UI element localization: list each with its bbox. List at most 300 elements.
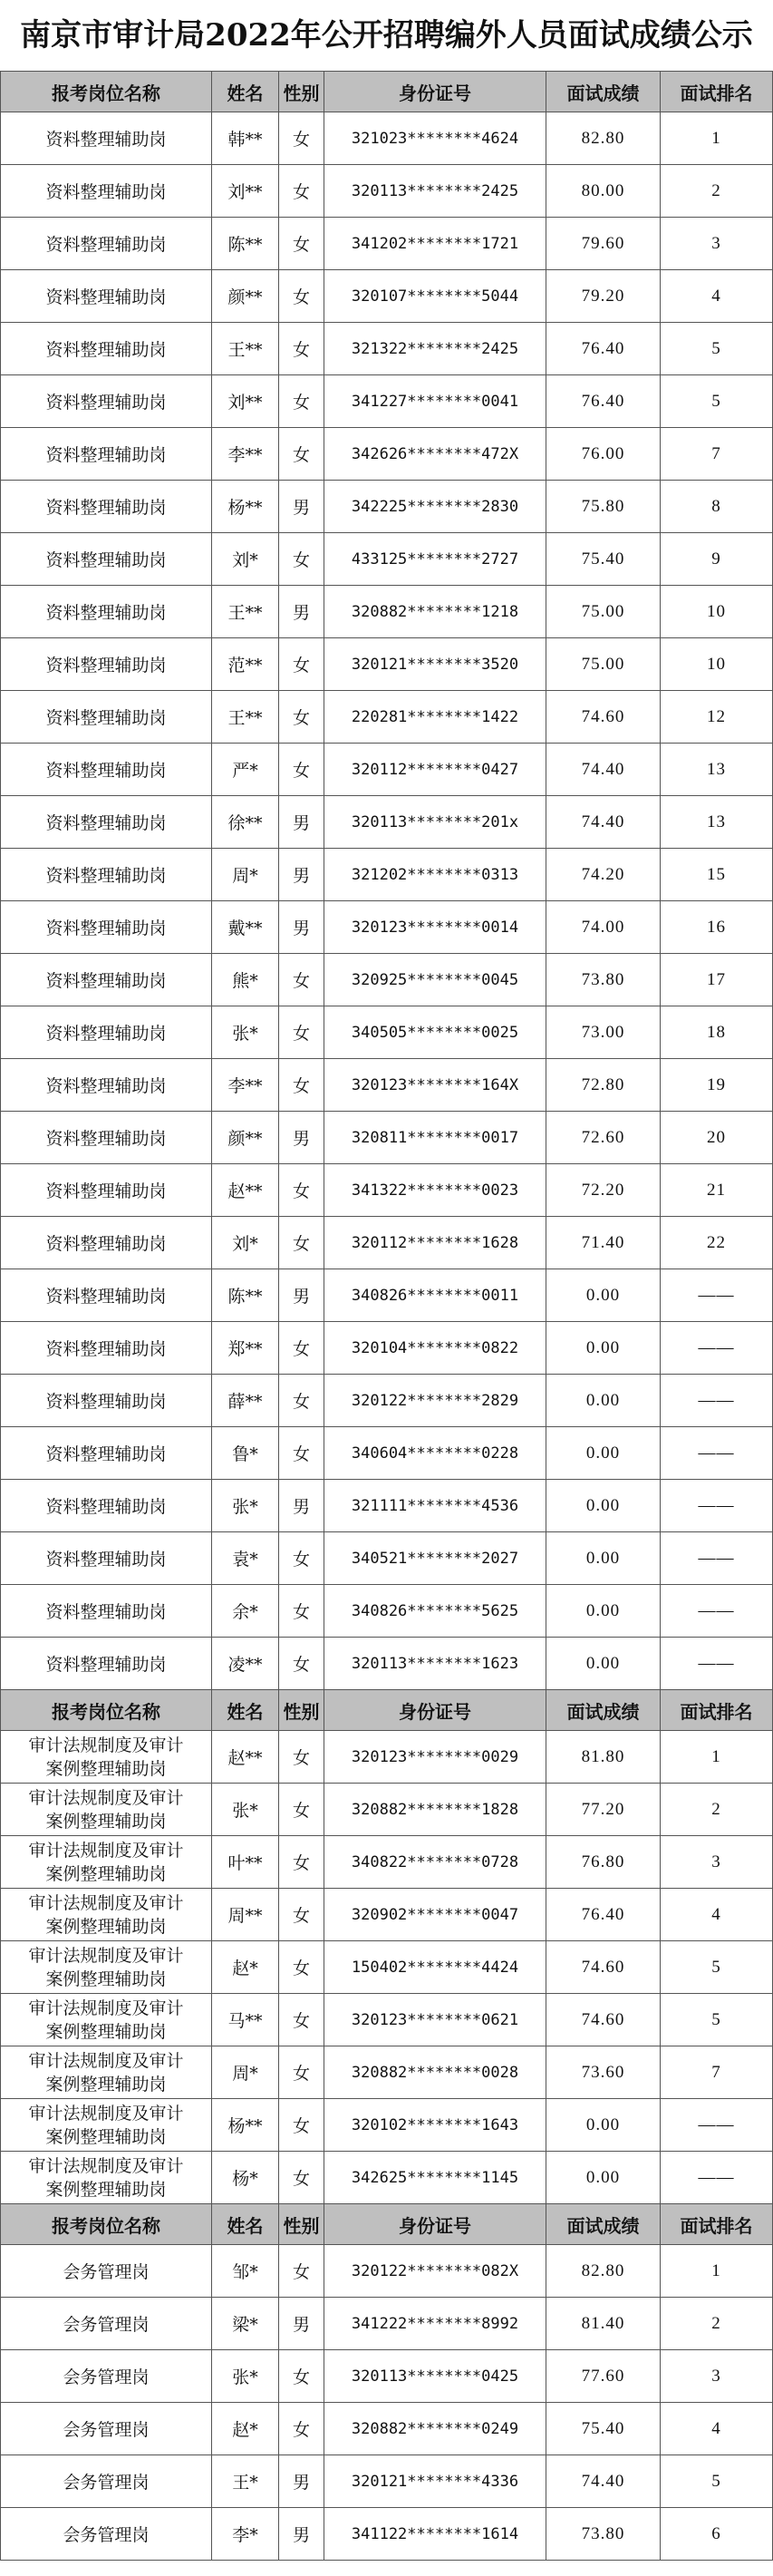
cell-id: 320882********1828	[324, 1784, 546, 1836]
cell-name: 马**	[212, 1994, 279, 2046]
cell-score: 74.60	[546, 1994, 661, 2046]
cell-id: 340505********0025	[324, 1006, 546, 1059]
table-row	[1, 1006, 773, 1059]
cell-score: 76.40	[546, 323, 661, 375]
cell-position: 资料整理辅助岗	[1, 1532, 212, 1585]
cell-score: 71.40	[546, 1217, 661, 1269]
cell-score: 80.00	[546, 165, 661, 218]
cell-score: 74.60	[546, 1941, 661, 1994]
cell-score: 0.00	[546, 1480, 661, 1532]
cell-id: 321322********2425	[324, 323, 546, 375]
cell-gender: 男	[279, 2508, 324, 2561]
cell-id: 220281********1422	[324, 691, 546, 744]
cell-id: 341122********1614	[324, 2508, 546, 2561]
table-row	[1, 165, 773, 218]
cell-score: 74.20	[546, 849, 661, 901]
cell-name: 周**	[212, 1889, 279, 1941]
cell-rank: 5	[661, 2455, 773, 2508]
cell-gender: 男	[279, 481, 324, 533]
cell-rank: 1	[661, 112, 773, 165]
cell-position: 资料整理辅助岗	[1, 1112, 212, 1164]
cell-score: 75.00	[546, 638, 661, 691]
cell-position: 资料整理辅助岗	[1, 638, 212, 691]
cell-name: 周*	[212, 849, 279, 901]
cell-score: 74.00	[546, 901, 661, 954]
table-row	[1, 533, 773, 586]
table-row	[1, 270, 773, 323]
cell-score: 76.00	[546, 428, 661, 481]
score-table	[0, 71, 773, 2561]
header-score: 面试成绩	[546, 2204, 661, 2245]
cell-gender: 女	[279, 112, 324, 165]
cell-score: 73.60	[546, 2046, 661, 2099]
table-row	[1, 2455, 773, 2508]
table-row	[1, 1164, 773, 1217]
table-row	[1, 1427, 773, 1480]
cell-gender: 女	[279, 1059, 324, 1112]
cell-name: 范**	[212, 638, 279, 691]
cell-name: 严*	[212, 744, 279, 796]
cell-name: 徐**	[212, 796, 279, 849]
cell-score: 73.00	[546, 1006, 661, 1059]
cell-name: 刘**	[212, 165, 279, 218]
cell-gender: 女	[279, 323, 324, 375]
table-row	[1, 323, 773, 375]
cell-gender: 女	[279, 1217, 324, 1269]
cell-id: 340826********5625	[324, 1585, 546, 1638]
cell-position: 会务管理岗	[1, 2245, 212, 2298]
table-row	[1, 1941, 773, 1994]
cell-id: 341322********0023	[324, 1164, 546, 1217]
table-row	[1, 112, 773, 165]
cell-score: 74.40	[546, 744, 661, 796]
header-name: 姓名	[212, 1690, 279, 1731]
table-row	[1, 1731, 773, 1784]
cell-rank: 3	[661, 218, 773, 270]
cell-name: 李**	[212, 1059, 279, 1112]
header-id: 身份证号	[324, 72, 546, 112]
cell-rank: ——	[661, 1322, 773, 1375]
cell-rank: 7	[661, 428, 773, 481]
cell-rank: 22	[661, 1217, 773, 1269]
table-row	[1, 2508, 773, 2561]
cell-id: 340521********2027	[324, 1532, 546, 1585]
cell-position: 资料整理辅助岗	[1, 270, 212, 323]
cell-name: 郑**	[212, 1322, 279, 1375]
cell-id: 342626********472X	[324, 428, 546, 481]
cell-score: 74.60	[546, 691, 661, 744]
cell-score: 0.00	[546, 2099, 661, 2152]
cell-name: 张*	[212, 2350, 279, 2403]
table-row	[1, 428, 773, 481]
cell-id: 320113********0425	[324, 2350, 546, 2403]
cell-position: 会务管理岗	[1, 2403, 212, 2455]
cell-rank: ——	[661, 1427, 773, 1480]
header-position: 报考岗位名称	[1, 2204, 212, 2245]
cell-position: 资料整理辅助岗	[1, 901, 212, 954]
cell-name: 杨*	[212, 2152, 279, 2204]
header-position: 报考岗位名称	[1, 72, 212, 112]
cell-name: 张*	[212, 1784, 279, 1836]
cell-name: 张*	[212, 1006, 279, 1059]
cell-position: 资料整理辅助岗	[1, 954, 212, 1006]
table-row	[1, 954, 773, 1006]
table-row	[1, 638, 773, 691]
cell-name: 赵**	[212, 1731, 279, 1784]
cell-name: 陈**	[212, 1269, 279, 1322]
cell-rank: 6	[661, 2508, 773, 2561]
cell-gender: 女	[279, 1164, 324, 1217]
cell-gender: 女	[279, 2403, 324, 2455]
cell-name: 刘*	[212, 1217, 279, 1269]
cell-name: 凌**	[212, 1638, 279, 1690]
header-name: 姓名	[212, 2204, 279, 2245]
cell-score: 75.00	[546, 586, 661, 638]
cell-name: 赵*	[212, 1941, 279, 1994]
cell-gender: 女	[279, 2099, 324, 2152]
table-row	[1, 1836, 773, 1889]
cell-rank: 7	[661, 2046, 773, 2099]
cell-id: 341202********1721	[324, 218, 546, 270]
cell-score: 74.40	[546, 2455, 661, 2508]
cell-rank: 13	[661, 796, 773, 849]
table-row	[1, 1322, 773, 1375]
cell-gender: 女	[279, 375, 324, 428]
cell-rank: ——	[661, 1269, 773, 1322]
table-row	[1, 744, 773, 796]
header-gender: 性别	[279, 1690, 324, 1731]
cell-rank: ——	[661, 2152, 773, 2204]
cell-rank: 1	[661, 2245, 773, 2298]
cell-name: 王**	[212, 323, 279, 375]
cell-gender: 女	[279, 954, 324, 1006]
cell-id: 341222********8992	[324, 2298, 546, 2350]
cell-rank: ——	[661, 1480, 773, 1532]
cell-rank: 4	[661, 2403, 773, 2455]
table-row	[1, 1059, 773, 1112]
cell-gender: 女	[279, 1889, 324, 1941]
cell-score: 81.80	[546, 1731, 661, 1784]
table-row	[1, 1269, 773, 1322]
cell-position: 资料整理辅助岗	[1, 1480, 212, 1532]
cell-name: 韩**	[212, 112, 279, 165]
cell-position: 会务管理岗	[1, 2298, 212, 2350]
cell-id: 320112********0427	[324, 744, 546, 796]
cell-gender: 女	[279, 2152, 324, 2204]
cell-gender: 女	[279, 428, 324, 481]
cell-position: 资料整理辅助岗	[1, 1427, 212, 1480]
header-score: 面试成绩	[546, 1690, 661, 1731]
cell-position: 审计法规制度及审计 案例整理辅助岗	[1, 2099, 212, 2152]
cell-gender: 男	[279, 2298, 324, 2350]
header-rank: 面试排名	[661, 72, 773, 112]
cell-score: 77.60	[546, 2350, 661, 2403]
cell-score: 76.80	[546, 1836, 661, 1889]
cell-rank: 3	[661, 2350, 773, 2403]
cell-name: 熊*	[212, 954, 279, 1006]
cell-score: 82.80	[546, 112, 661, 165]
cell-position: 资料整理辅助岗	[1, 1164, 212, 1217]
cell-position: 资料整理辅助岗	[1, 1059, 212, 1112]
cell-position: 审计法规制度及审计 案例整理辅助岗	[1, 1784, 212, 1836]
cell-score: 0.00	[546, 1638, 661, 1690]
cell-gender: 女	[279, 1322, 324, 1375]
cell-rank: 12	[661, 691, 773, 744]
cell-name: 刘*	[212, 533, 279, 586]
cell-name: 颜**	[212, 1112, 279, 1164]
cell-gender: 女	[279, 1638, 324, 1690]
page-title: 南京市审计局2022年公开招聘编外人员面试成绩公示	[20, 17, 753, 53]
cell-rank: 10	[661, 638, 773, 691]
cell-id: 320104********0822	[324, 1322, 546, 1375]
cell-gender: 女	[279, 2245, 324, 2298]
cell-name: 梁*	[212, 2298, 279, 2350]
cell-rank: 1	[661, 1731, 773, 1784]
cell-name: 王**	[212, 691, 279, 744]
header-id: 身份证号	[324, 1690, 546, 1731]
cell-gender: 女	[279, 165, 324, 218]
header-rank: 面试排名	[661, 1690, 773, 1731]
cell-gender: 男	[279, 849, 324, 901]
cell-gender: 女	[279, 1994, 324, 2046]
table-row	[1, 1994, 773, 2046]
cell-score: 79.20	[546, 270, 661, 323]
cell-position: 资料整理辅助岗	[1, 1638, 212, 1690]
cell-score: 72.80	[546, 1059, 661, 1112]
cell-rank: ——	[661, 1585, 773, 1638]
cell-id: 320121********3520	[324, 638, 546, 691]
cell-id: 320882********0249	[324, 2403, 546, 2455]
cell-rank: 2	[661, 2298, 773, 2350]
table-row	[1, 2298, 773, 2350]
table-row	[1, 1532, 773, 1585]
cell-id: 340826********0011	[324, 1269, 546, 1322]
cell-id: 320925********0045	[324, 954, 546, 1006]
cell-rank: 5	[661, 375, 773, 428]
cell-name: 袁*	[212, 1532, 279, 1585]
cell-rank: 10	[661, 586, 773, 638]
cell-rank: ——	[661, 2099, 773, 2152]
cell-name: 余*	[212, 1585, 279, 1638]
cell-rank: 20	[661, 1112, 773, 1164]
table-row	[1, 1375, 773, 1427]
cell-gender: 女	[279, 1006, 324, 1059]
cell-id: 320121********4336	[324, 2455, 546, 2508]
cell-position: 资料整理辅助岗	[1, 218, 212, 270]
cell-id: 320113********1623	[324, 1638, 546, 1690]
cell-id: 320112********1628	[324, 1217, 546, 1269]
cell-gender: 女	[279, 270, 324, 323]
table-header-row	[1, 2204, 773, 2245]
cell-id: 342225********2830	[324, 481, 546, 533]
cell-name: 陈**	[212, 218, 279, 270]
cell-name: 薛**	[212, 1375, 279, 1427]
cell-gender: 女	[279, 1941, 324, 1994]
cell-position: 审计法规制度及审计 案例整理辅助岗	[1, 1994, 212, 2046]
cell-score: 0.00	[546, 1375, 661, 1427]
table-row	[1, 2403, 773, 2455]
cell-position: 资料整理辅助岗	[1, 849, 212, 901]
cell-rank: 2	[661, 1784, 773, 1836]
table-row	[1, 375, 773, 428]
table-row	[1, 1112, 773, 1164]
cell-id: 150402********4424	[324, 1941, 546, 1994]
cell-name: 杨**	[212, 2099, 279, 2152]
header-id: 身份证号	[324, 2204, 546, 2245]
cell-score: 72.60	[546, 1112, 661, 1164]
cell-gender: 女	[279, 744, 324, 796]
cell-gender: 男	[279, 2455, 324, 2508]
cell-rank: 17	[661, 954, 773, 1006]
cell-name: 刘**	[212, 375, 279, 428]
table-row	[1, 1784, 773, 1836]
header-score: 面试成绩	[546, 72, 661, 112]
cell-gender: 男	[279, 1269, 324, 1322]
cell-id: 320882********0028	[324, 2046, 546, 2099]
table-row	[1, 1480, 773, 1532]
cell-gender: 男	[279, 901, 324, 954]
cell-id: 320122********2829	[324, 1375, 546, 1427]
cell-gender: 女	[279, 218, 324, 270]
cell-gender: 女	[279, 638, 324, 691]
table-row	[1, 2099, 773, 2152]
table-header-row	[1, 1690, 773, 1731]
cell-score: 74.40	[546, 796, 661, 849]
cell-position: 审计法规制度及审计 案例整理辅助岗	[1, 1836, 212, 1889]
table-row	[1, 849, 773, 901]
cell-name: 杨**	[212, 481, 279, 533]
cell-score: 76.40	[546, 375, 661, 428]
cell-rank: 8	[661, 481, 773, 533]
cell-score: 0.00	[546, 1585, 661, 1638]
cell-score: 76.40	[546, 1889, 661, 1941]
cell-position: 资料整理辅助岗	[1, 323, 212, 375]
table-row	[1, 1638, 773, 1690]
cell-id: 320123********0621	[324, 1994, 546, 2046]
cell-score: 0.00	[546, 1427, 661, 1480]
cell-score: 82.80	[546, 2245, 661, 2298]
cell-gender: 男	[279, 796, 324, 849]
cell-position: 资料整理辅助岗	[1, 428, 212, 481]
cell-name: 赵**	[212, 1164, 279, 1217]
cell-name: 张*	[212, 1480, 279, 1532]
table-row	[1, 2245, 773, 2298]
header-gender: 性别	[279, 72, 324, 112]
cell-rank: 15	[661, 849, 773, 901]
cell-position: 资料整理辅助岗	[1, 112, 212, 165]
cell-position: 资料整理辅助岗	[1, 691, 212, 744]
table-row	[1, 796, 773, 849]
cell-id: 320122********082X	[324, 2245, 546, 2298]
cell-rank: 4	[661, 1889, 773, 1941]
header-name: 姓名	[212, 72, 279, 112]
table-row	[1, 218, 773, 270]
cell-name: 周*	[212, 2046, 279, 2099]
cell-rank: 16	[661, 901, 773, 954]
cell-score: 73.80	[546, 2508, 661, 2561]
cell-score: 79.60	[546, 218, 661, 270]
header-rank: 面试排名	[661, 2204, 773, 2245]
cell-id: 340604********0228	[324, 1427, 546, 1480]
table-row	[1, 2046, 773, 2099]
cell-rank: 21	[661, 1164, 773, 1217]
cell-id: 321202********0313	[324, 849, 546, 901]
cell-name: 鲁*	[212, 1427, 279, 1480]
cell-position: 会务管理岗	[1, 2455, 212, 2508]
cell-score: 75.80	[546, 481, 661, 533]
cell-id: 320113********2425	[324, 165, 546, 218]
cell-score: 75.40	[546, 533, 661, 586]
cell-position: 审计法规制度及审计 案例整理辅助岗	[1, 2152, 212, 2204]
cell-rank: 9	[661, 533, 773, 586]
cell-name: 颜**	[212, 270, 279, 323]
cell-gender: 女	[279, 1427, 324, 1480]
cell-gender: 男	[279, 1480, 324, 1532]
cell-rank: 18	[661, 1006, 773, 1059]
cell-score: 77.20	[546, 1784, 661, 1836]
cell-rank: 5	[661, 1994, 773, 2046]
cell-rank: 13	[661, 744, 773, 796]
table-row	[1, 2152, 773, 2204]
cell-score: 0.00	[546, 1269, 661, 1322]
cell-position: 审计法规制度及审计 案例整理辅助岗	[1, 1889, 212, 1941]
cell-position: 资料整理辅助岗	[1, 1585, 212, 1638]
cell-position: 资料整理辅助岗	[1, 1217, 212, 1269]
cell-gender: 女	[279, 1731, 324, 1784]
cell-score: 0.00	[546, 2152, 661, 2204]
cell-position: 资料整理辅助岗	[1, 375, 212, 428]
cell-gender: 女	[279, 1532, 324, 1585]
cell-id: 321111********4536	[324, 1480, 546, 1532]
cell-position: 审计法规制度及审计 案例整理辅助岗	[1, 1731, 212, 1784]
table-row	[1, 1217, 773, 1269]
cell-position: 资料整理辅助岗	[1, 1269, 212, 1322]
cell-score: 0.00	[546, 1322, 661, 1375]
cell-rank: ——	[661, 1638, 773, 1690]
table-row	[1, 586, 773, 638]
cell-name: 赵*	[212, 2403, 279, 2455]
cell-score: 73.80	[546, 954, 661, 1006]
cell-score: 0.00	[546, 1532, 661, 1585]
cell-position: 会务管理岗	[1, 2508, 212, 2561]
table-row	[1, 901, 773, 954]
cell-rank: 3	[661, 1836, 773, 1889]
cell-position: 资料整理辅助岗	[1, 481, 212, 533]
cell-position: 资料整理辅助岗	[1, 744, 212, 796]
cell-score: 72.20	[546, 1164, 661, 1217]
cell-position: 会务管理岗	[1, 2350, 212, 2403]
cell-position: 资料整理辅助岗	[1, 586, 212, 638]
cell-id: 320113********201x	[324, 796, 546, 849]
cell-position: 资料整理辅助岗	[1, 533, 212, 586]
cell-gender: 女	[279, 1836, 324, 1889]
cell-gender: 女	[279, 2350, 324, 2403]
cell-name: 戴**	[212, 901, 279, 954]
cell-name: 王*	[212, 2455, 279, 2508]
table-row	[1, 691, 773, 744]
cell-gender: 女	[279, 1784, 324, 1836]
cell-id: 320123********0014	[324, 901, 546, 954]
header-position: 报考岗位名称	[1, 1690, 212, 1731]
cell-rank: 19	[661, 1059, 773, 1112]
cell-gender: 女	[279, 691, 324, 744]
table-row	[1, 1889, 773, 1941]
cell-position: 资料整理辅助岗	[1, 1375, 212, 1427]
cell-position: 资料整理辅助岗	[1, 165, 212, 218]
cell-id: 320882********1218	[324, 586, 546, 638]
cell-rank: 4	[661, 270, 773, 323]
cell-position: 审计法规制度及审计 案例整理辅助岗	[1, 1941, 212, 1994]
